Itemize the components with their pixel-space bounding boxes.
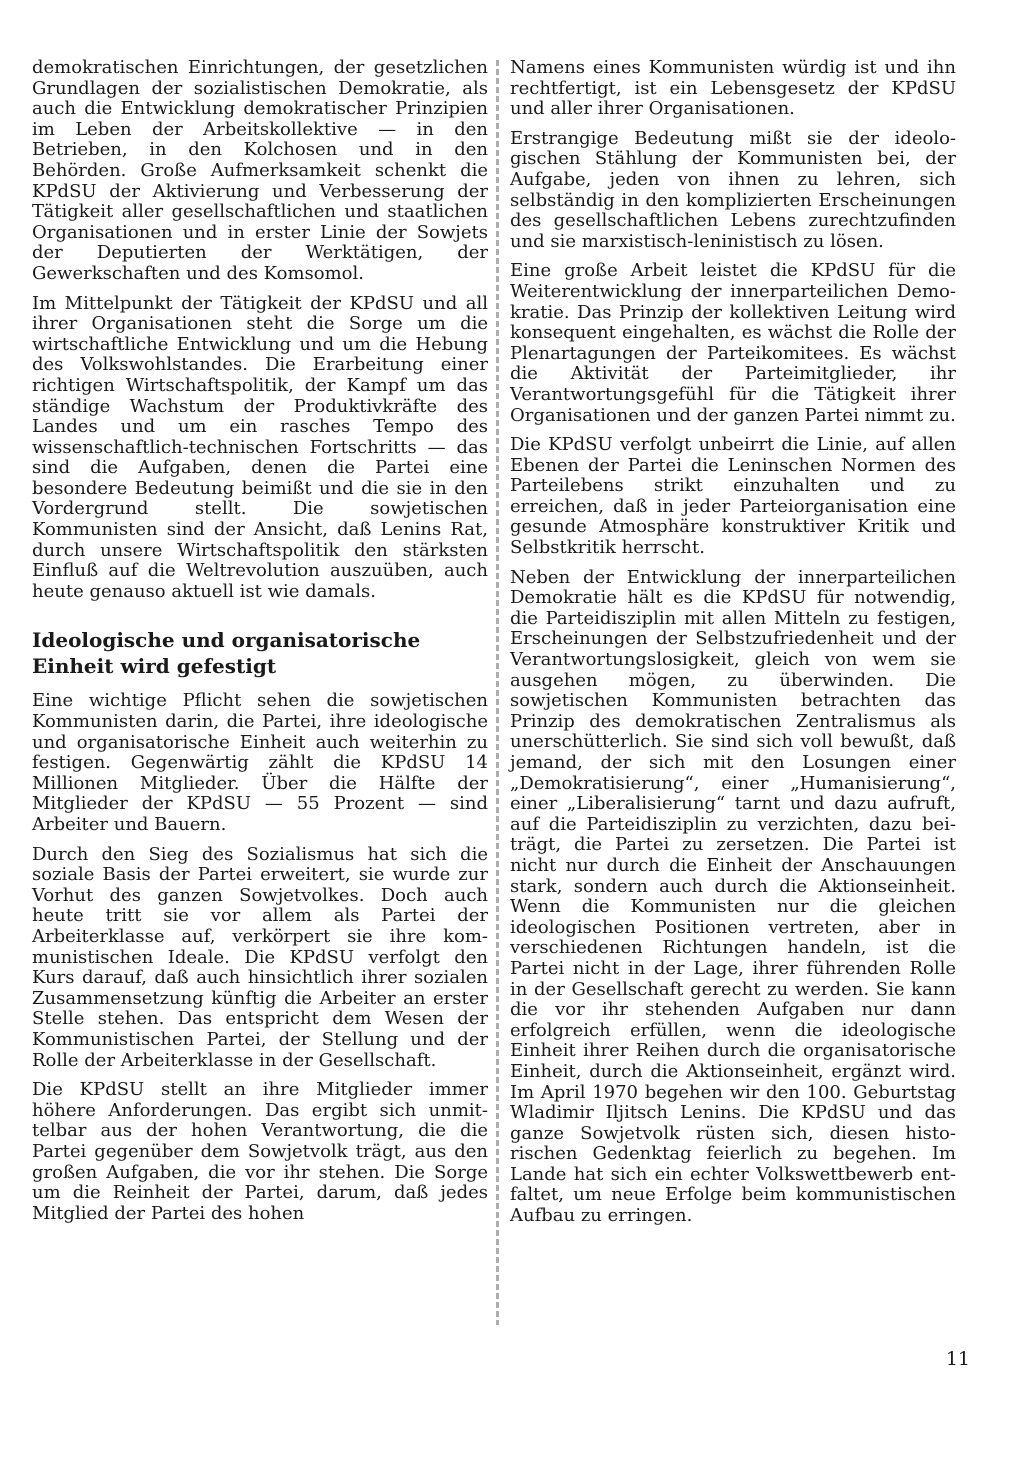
paragraph: Im Mittelpunkt der Tätigkeit der KPdSU und all ihrer Organisationen steht die Sorge um die wirtschaftliche Entwicklung und um die Hebung des Volkswohlstandes. Die Erarbeitung einer richtigen Wirtschaftspolitik, der Kampf um das ständige Wachstum der Produktivkräfte des Landes und um ein rasches Tempo des wissenschaftlich-technischen Fortschritts — das sind die Aufgaben, denen die Partei eine besondere Bedeutung beimißt und die sie in den Vordergrund stellt. Die sowjetischen Kommunisten sind der Ansicht, daß Lenins Rat, durch unsere Wirtschaftspolitik den stärksten Einfluß auf die Weltrevolution auszuüben, auch heute genauso aktuell ist wie damals. bbox=[32, 292, 488, 602]
paragraph: Eine große Arbeit leistet die KPdSU für die Weiterentwicklung der innerparteilichen Demokratie. Das Prinzip der kollektiven Leitung wird konsequent eingehalten, es wächst die Rolle der Plenartagungen der Parteikomitees. Es wächst die Aktivität der Parteimitglieder, ihr Verantwortungsgefühl für die Tätigkeit ihrer Organisationen und der ganzen Partei nimmt zu. bbox=[510, 260, 956, 426]
paragraph: Die KPdSU verfolgt unbeirrt die Linie, auf allen Ebenen der Partei die Leninschen Normen des Parteilebens strikt einzuhalten und zu erreichen, daß in jeder Parteiorganisation eine gesunde Atmosphäre konstruktiver Kritik und Selbstkritik herrscht. bbox=[510, 434, 956, 559]
page-number: 11 bbox=[945, 1348, 970, 1370]
section-heading bbox=[32, 627, 488, 679]
column-divider bbox=[496, 60, 499, 1325]
section-heading-line-1: Ideologische und organisatorische bbox=[32, 628, 421, 653]
paragraph: Namens eines Kommunisten würdig ist und ihn rechtfertigt, ist ein Lebensgesetz der KPdSU und aller ihrer Organisationen. bbox=[510, 57, 956, 120]
right-column bbox=[510, 58, 956, 1236]
paragraph: Die KPdSU stellt an ihre Mitglieder immer höhere Anforderungen. Das ergibt sich unmittelbar aus der hohen Verantwortung, die die Partei gegenüber dem Sowjetvolk trägt, aus den großen Aufgaben, die vor ihr stehen. Die Sorge um die Reinheit der Partei, darum, daß jedes Mitglied der Partei des hohen bbox=[32, 1079, 488, 1224]
paragraph: Neben der Entwicklung der innerparteilichen Demokratie hält es die KPdSU für notwendig, die Parteidisziplin mit allen Mitteln zu festigen, Erscheinungen der Selbstzufriedenheit und der Verantwortungslosigkeit, gleich von wem sie ausgehen mögen, zu überwinden. Die sowjetischen Kommunisten betrachten das Prinzip des demokratischen Zentralismus als unerschütterlich. Sie sind sich voll bewußt, daß jemand, der sich mit den Losungen einer „Demokratisierung“, einer „Humanisierung“, einer „Liberalisierung“ tarnt und dazu aufruft, auf die Parteidisziplin zu verzichten, dazu beiträgt, die Partei zu zersetzen. Die Partei ist nicht nur durch die Einheit der Anschauungen stark, sondern auch durch die Aktionseinheit. Wenn die Kommunisten nur die gleichen ideologischen Positionen vertreten, aber in verschiedenen Richtungen handeln, ist die Partei nicht in der Lage, ihrer führenden Rolle in der Gesellschaft gerecht zu werden. Sie kann die vor ihr stehenden Aufgaben nur dann erfolgreich erfüllen, wenn die ideologische Einheit ihrer Reihen durch die organisatorische Einheit, durch die Aktionseinheit, ergänzt wird. Im April 1970 begehen wir den 100. Geburtstag Wladimir Iljitsch Lenins. Die KPdSU und das ganze Sowjetvolk rüsten sich, diesen historischen Gedenktag feierlich zu begehen. Im Lande hat sich ein echter Volkswettbewerb entfaltet, um neue Erfolge beim kommunistischen Aufbau zu erringen. bbox=[510, 566, 956, 1227]
paragraph: demokratischen Einrichtungen, der gesetzlichen Grundlagen der sozialistischen Demokratie, als auch die Entwicklung demokratischer Prinzipien im Leben der Arbeitskollektive — in den Betrieben, in den Kolchosen und in den Behörden. Große Aufmerksamkeit schenkt die KPdSU der Aktivierung und Verbesserung der Tätigkeit aller gesellschaftlichen und staatlichen Organisationen und in erster Linie der Sowjets der Deputierten der Werktätigen, der Gewerkschaften und des Komsomol. bbox=[32, 57, 488, 284]
paragraph: Durch den Sieg des Sozialismus hat sich die soziale Basis der Partei erweitert, sie wurde zur Vorhut des ganzen Sowjetvolkes. Doch auch heute tritt sie vor allem als Partei der Arbeiterklasse auf, verkörpert sie ihre kommunistischen Ideale. Die KPdSU verfolgt den Kurs darauf, daß auch hinsichtlich ihrer sozialen Zusammensetzung künftig die Arbeiter an erster Stelle stehen. Das entspricht dem Wesen der Kommunistischen Partei, der Stellung und der Rolle der Arbeiterklasse in der Gesellschaft. bbox=[32, 843, 488, 1071]
paragraph: Erstrangige Bedeutung mißt sie der ideologischen Stählung der Kommunisten bei, der Aufgabe, jeden von ihnen zu lehren, sich selbständig in den komplizierten Erscheinungen des gesellschaftlichen Lebens zurechtzufinden und sie marxistisch-leninistisch zu lösen. bbox=[510, 127, 956, 252]
paragraph: Eine wichtige Pflicht sehen die sowjetischen Kommunisten darin, die Partei, ihre ideologische und organisatorische Einheit auch weiterhin zu festigen. Gegenwärtig zählt die KPdSU 14 Millionen Mitglieder. Über die Hälfte der Mitglieder der KPdSU — 55 Prozent — sind Arbeiter und Bauern. bbox=[32, 690, 488, 835]
left-column bbox=[32, 58, 488, 1233]
section-heading-line-2: Einheit wird gefestigt bbox=[32, 654, 277, 679]
